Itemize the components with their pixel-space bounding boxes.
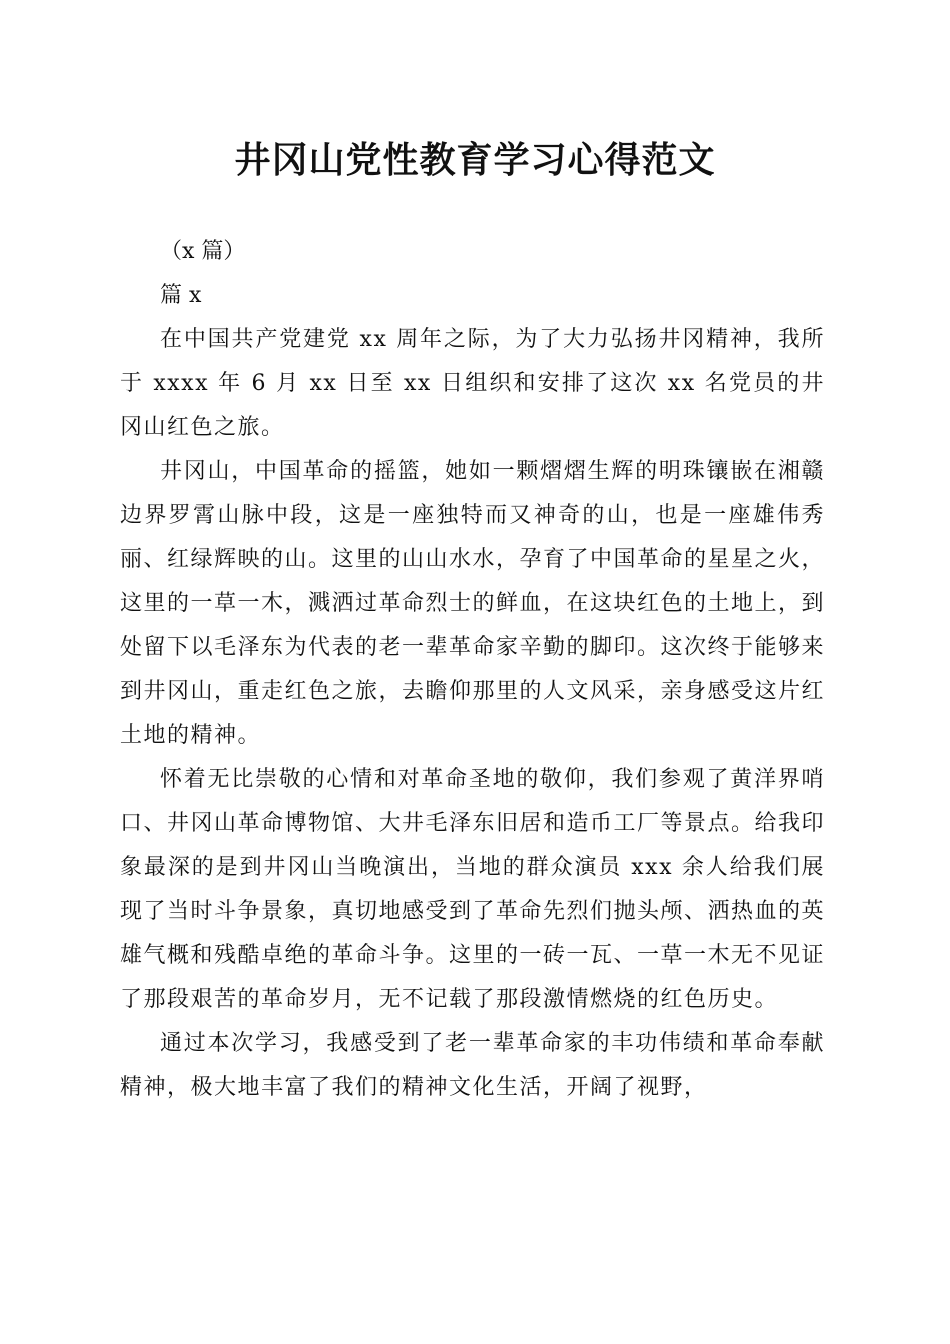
paragraph-4: 通过本次学习，我感受到了老一辈革命家的丰功伟绩和革命奉献精神，极大地丰富了我们的精神文化生活，开阔了视野，: [120, 1031, 825, 1100]
subtitle: （x 篇）: [160, 239, 246, 264]
paragraph-2: 井冈山，中国革命的摇篮，她如一颗熠熠生辉的明珠镶嵌在湘赣边界罗霄山脉中段，这是一座独特而又神奇的山，也是一座雄伟秀丽、红绿辉映的山。这里的山山水水，孕育了中国革命的星星之火，这里的一草一木，溅洒过革命烈士的鲜血，在这块红色的土地上，到处留下以毛泽东为代表的老一辈革命家辛勤的脚印。这次终于能够来到井冈山，重走红色之旅，去瞻仰那里的人文风采，亲身感受这片红土地的精神。: [120, 459, 826, 748]
section-label: 篇 x: [160, 283, 202, 308]
document-body: [120, 230, 825, 1110]
paragraph-3: 怀着无比崇敬的心情和对革命圣地的敬仰，我们参观了黄洋界哨口、井冈山革命博物馆、大井毛泽东旧居和造币工厂等景点。给我印象最深的是到井冈山当晚演出，当地的群众演员 xxx 余人给我们展现了当时斗争景象，真切地感受到了革命先烈们抛头颅、洒热血的英雄气概和残酷卓绝的革命斗争。这里的一砖一瓦、一草一木无不见证了那段艰苦的革命岁月，无不记载了那段激情燃烧的红色历史。: [120, 767, 826, 1012]
document-title: 井冈山党性教育学习心得范文: [234, 139, 716, 181]
paragraph-1: 在中国共产党建党 xx 周年之际，为了大力弘扬井冈精神，我所于 xxxx 年 6 月 xx 日至 xx 日组织和安排了这次 xx 名党员的井冈山红色之旅。: [120, 327, 825, 440]
